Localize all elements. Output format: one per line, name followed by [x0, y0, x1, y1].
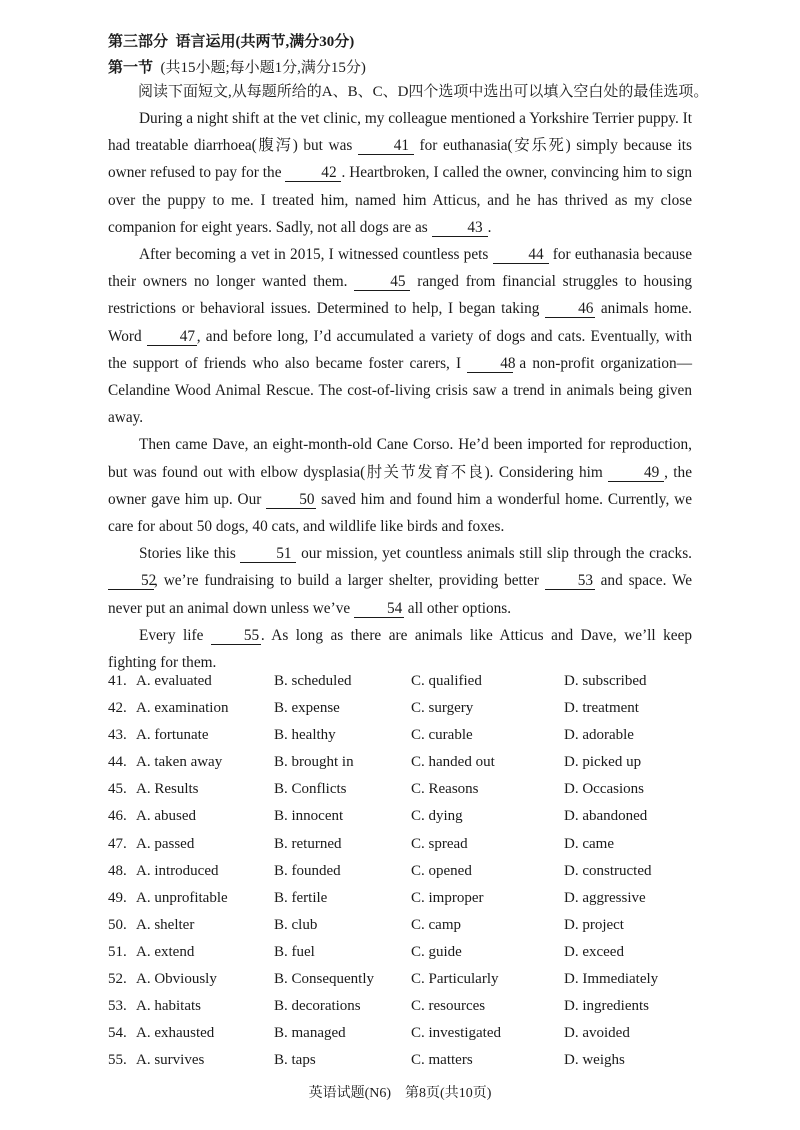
option-c: C. handed out [411, 754, 495, 771]
option-c: C. Reasons [411, 781, 479, 798]
question-number: 46. [108, 808, 127, 825]
section-header [108, 56, 366, 77]
option-c: C. investigated [411, 1025, 501, 1042]
option-a: A. abused [136, 808, 196, 825]
option-b: B. returned [274, 835, 342, 852]
option-b: B. fertile [274, 889, 328, 906]
option-d: D. avoided [564, 1025, 630, 1042]
question-row [108, 808, 708, 835]
option-c: C. guide [411, 943, 462, 960]
option-c: C. improper [411, 889, 484, 906]
passage-text: Stories like this [139, 545, 241, 563]
passage-text: , and before long, I’d accumulated a variety of dogs and cats. Eventually, with the support of friends who also became foster carers, I [108, 327, 692, 372]
option-d: D. abandoned [564, 808, 648, 825]
question-row [108, 944, 708, 971]
question-row [108, 917, 708, 944]
part-header [108, 30, 354, 51]
question-row [108, 890, 708, 917]
option-b: B. brought in [274, 754, 354, 771]
option-b: B. scheduled [274, 673, 352, 689]
paragraph [108, 622, 692, 676]
passage-text: our mission, yet countless animals still slip through the cracks. [296, 545, 692, 563]
question-number: 50. [108, 916, 127, 933]
question-row [108, 781, 708, 808]
passage-text: for euthanasia(安乐死) simply because its owner refused to pay for the [108, 137, 692, 182]
blank-46: 46 [545, 300, 595, 318]
option-d: D. exceed [564, 943, 624, 960]
option-d: D. adorable [564, 727, 634, 744]
option-a: A. habitats [136, 998, 201, 1015]
option-d: D. Occasions [564, 781, 644, 798]
question-row [108, 673, 708, 700]
option-b: B. managed [274, 1025, 346, 1042]
question-number: 42. [108, 700, 127, 717]
passage [108, 105, 692, 676]
blank-42: 42 [285, 164, 341, 182]
question-row [108, 863, 708, 890]
part-title: 语言运用(共两节,满分30分) [175, 34, 355, 50]
paragraph [108, 105, 692, 241]
option-c: C. Particularly [411, 971, 499, 988]
passage-text: and space. We never put an animal down unless we’ve [108, 572, 692, 617]
option-b: B. Conflicts [274, 781, 347, 798]
option-a: A. passed [136, 835, 195, 852]
blank-47: 47 [147, 328, 197, 346]
blank-52: 52 [108, 572, 154, 590]
question-row [108, 754, 708, 781]
passage-text: Every life [139, 626, 211, 644]
option-c: C. resources [411, 998, 486, 1015]
option-a: A. exhausted [136, 1025, 215, 1042]
section-label: 第一节 [108, 60, 154, 76]
option-c: C. qualified [411, 673, 482, 689]
option-c: C. spread [411, 835, 468, 852]
option-a: A. taken away [136, 754, 223, 771]
option-b: B. taps [274, 1052, 316, 1069]
option-c: C. matters [411, 1052, 473, 1069]
paragraph [108, 540, 692, 622]
passage-text: Then came Dave, an eight-month-old Cane Corso. He’d been imported for reproduction, but was found out with elbow dysplasia(肘关节发育不良). Considering him [108, 436, 692, 481]
option-b: B. club [274, 916, 318, 933]
option-d: D. aggressive [564, 889, 646, 906]
option-a: A. shelter [136, 916, 195, 933]
option-a: A. examination [136, 700, 229, 717]
question-number: 48. [108, 862, 127, 879]
option-b: B. healthy [274, 727, 336, 744]
question-number: 44. [108, 754, 127, 771]
page-footer: 英语试题(N6) 第8页(共10页) [308, 1086, 492, 1101]
option-a: A. unprofitable [136, 889, 228, 906]
passage-text: . Heartbroken, I called the owner, convincing him to sign over the puppy to me. I treated him, named him Atticus, and he has thrived as my close companion for eight years. Sadly, not all dogs are as [108, 164, 692, 236]
option-c: C. opened [411, 862, 472, 879]
blank-45: 45 [354, 273, 410, 291]
question-number: 52. [108, 971, 127, 988]
option-b: B. Consequently [274, 971, 374, 988]
question-row [108, 727, 708, 754]
question-number: 41. [108, 673, 127, 689]
blank-41: 41 [358, 137, 414, 155]
passage-text: for euthanasia because their owners no longer wanted them. [108, 246, 692, 291]
question-row [108, 971, 708, 998]
question-number: 53. [108, 998, 127, 1015]
passage-text: ranged from financial struggles to housing restrictions or behavioral issues. Determined to help, I began taking [108, 273, 692, 318]
option-d: D. constructed [564, 862, 652, 879]
blank-53: 53 [545, 572, 595, 590]
option-b: B. fuel [274, 943, 315, 960]
passage-text: . [487, 218, 492, 236]
option-b: B. founded [274, 862, 341, 879]
question-number: 51. [108, 943, 127, 960]
option-d: D. treatment [564, 700, 639, 717]
option-c: C. camp [411, 916, 461, 933]
passage-text: , the owner gave him up. Our [108, 463, 692, 508]
blank-43: 43 [432, 219, 488, 237]
option-b: B. expense [274, 700, 340, 717]
option-d: D. ingredients [564, 998, 649, 1015]
section-info: (共15小题;每小题1分,满分15分) [160, 60, 366, 76]
question-number: 54. [108, 1025, 127, 1042]
paragraph [108, 431, 692, 540]
option-d: D. picked up [564, 754, 642, 771]
blank-55: 55 [211, 627, 261, 645]
question-number: 43. [108, 727, 127, 744]
passage-text: , we’re fundraising to build a larger shelter, providing better [154, 572, 545, 590]
option-a: A. introduced [136, 862, 219, 879]
option-b: B. decorations [274, 998, 361, 1015]
question-row [108, 836, 708, 863]
blank-51: 51 [240, 545, 296, 563]
question-number: 45. [108, 781, 127, 798]
option-d: D. subscribed [564, 673, 647, 689]
blank-48: 48 [467, 355, 513, 373]
question-number: 47. [108, 835, 127, 852]
passage-text: animals home. Word [108, 300, 693, 345]
option-d: D. Immediately [564, 971, 659, 988]
passage-text: saved him and found him a wonderful home. Currently, we care for about 50 dogs, 40 cats, and wildlife like birds and foxes. [108, 490, 692, 536]
option-c: C. dying [411, 808, 463, 825]
option-a: A. Obviously [136, 971, 217, 988]
option-d: D. project [564, 916, 624, 933]
blank-50: 50 [266, 491, 316, 509]
question-number: 55. [108, 1052, 127, 1069]
blank-44: 44 [493, 246, 549, 264]
option-a: A. evaluated [136, 673, 212, 689]
passage-text: all other options. [403, 599, 512, 617]
passage-text: . As long as there are animals like Atticus and Dave, we’ll keep fighting for them. [108, 626, 693, 672]
blank-49: 49 [608, 464, 664, 482]
part-label: 第三部分 [108, 34, 169, 50]
option-a: A. survives [136, 1052, 205, 1069]
blank-54: 54 [354, 600, 404, 618]
option-c: C. surgery [411, 700, 474, 717]
question-row [108, 998, 708, 1025]
passage-text: After becoming a vet in 2015, I witnessed countless pets [139, 246, 493, 264]
options-list [108, 673, 708, 1079]
option-a: A. Results [136, 781, 199, 798]
paragraph [108, 241, 692, 431]
option-c: C. curable [411, 727, 473, 744]
option-a: A. extend [136, 943, 195, 960]
passage-text: During a night shift at the vet clinic, my colleague mentioned a Yorkshire Terrier puppy. It had treatable diarrhoea(腹泻) but was [108, 110, 692, 155]
instruction: 阅读下面短文,从每题所给的A、B、C、D四个选项中选出可以填入空白处的最佳选项。 [138, 84, 709, 100]
question-row [108, 700, 708, 727]
option-b: B. innocent [274, 808, 344, 825]
option-a: A. fortunate [136, 727, 209, 744]
question-row [108, 1025, 708, 1052]
question-row [108, 1052, 708, 1079]
option-d: D. came [564, 835, 614, 852]
option-d: D. weighs [564, 1052, 625, 1069]
question-number: 49. [108, 889, 127, 906]
passage-text: a non-profit organization—Celandine Wood Animal Rescue. The cost-of-living crisis saw a trend in animals being given away. [108, 354, 692, 427]
